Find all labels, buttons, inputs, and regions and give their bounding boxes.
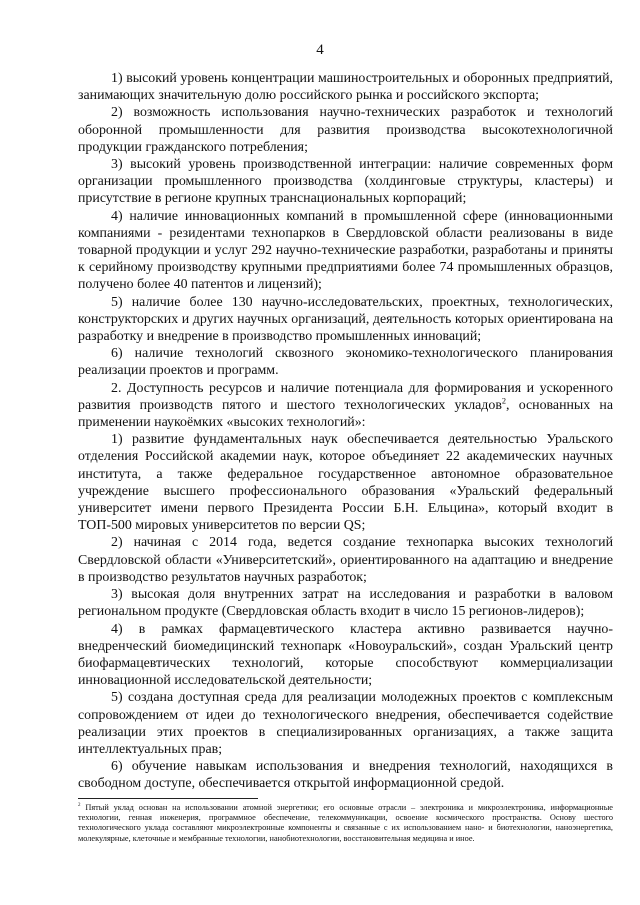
page-number: 4	[316, 42, 324, 58]
document-body	[78, 70, 613, 793]
footnote-text: Пятый уклад основан на использовании атомной энергетики; его основные отрасли – электроника и микроэлектроника, информационные технологии, генная инженерия, программное обеспечение, телекоммуникации, освоение космического пространства. Основу шестого технологического уклада составляют микроэлектронные компоненты и связанные с их использованием нано- и биотехнологии, наноэнергетика, молекулярные, клеточные и мембранные технологии, нанобиотехнологии, восстановительная медицина и иное.	[78, 803, 613, 843]
subparagraph: 4) в рамках фармацевтического кластера активно развивается научно-внедренческий биомедицинский технопарк «Новоуральский», создан Уральский центр биофармацевтических технологий, которые способствуют коммерциализации инновационной исследовательской деятельности;	[78, 621, 613, 689]
section-text-continued: , основанных на применении наукоёмких «высоких технологий»:	[78, 397, 613, 431]
footnote-marker: 2	[78, 803, 81, 809]
subparagraph: 3) высокая доля внутренних затрат на исследования и разработки в валовом региональном продукте (Свердловская область входит в число 15 регионов-лидеров);	[78, 587, 613, 620]
subparagraph: 1) развитие фундаментальных наук обеспечивается деятельностью Уральского отделения Российской академии наук, которое объединяет 22 академических научных института, а также федеральное государственное автономное образовательное учреждение высшего профессионального образования «Уральский федеральный университет имени первого Президента России Б.Н. Ельцина», который входит в ТОП-500 мировых университетов по версии QS;	[78, 432, 613, 534]
paragraph: 4) наличие инновационных компаний в промышленной сфере (инновационными компаниями - резидентами технопарков в Свердловской области реализованы в виде товарной продукции и услуг 292 научно-технические разработки, разработаны и приняты к серийному производству крупными предприятиями более 74 промышленных образцов, получено более 40 патентов и лицензий);	[78, 208, 613, 293]
footnote-reference[interactable]: 2	[501, 396, 507, 406]
subparagraph: 5) создана доступная среда для реализации молодежных проектов с комплексным сопровождением от идеи до технологического внедрения, обеспечивается содействие реализации этих проектов в специализированных организациях, а также защита интеллектуальных прав;	[78, 690, 613, 757]
paragraph: 2) возможность использования научно-технических разработок и технологий оборонной промышленности для развития производства высокотехнологичной продукции гражданского потребления;	[78, 105, 613, 155]
subparagraph: 6) обучение навыкам использования и внедрения технологий, находящихся в свободном доступе, обеспечивается открытой информационной средой.	[78, 759, 613, 792]
section-text: 2. Доступность ресурсов и наличие потенциала для формирования и ускоренного развития производств пятого и шестого технологических укладов	[78, 380, 613, 413]
paragraph: 6) наличие технологий сквозного экономико-технологического планирования реализации проектов и программ.	[78, 346, 613, 379]
paragraph: 1) высокий уровень концентрации машиностроительных и оборонных предприятий, занимающих значительную долю российского рынка и российского экспорта;	[78, 71, 613, 104]
footnote-divider	[78, 798, 258, 799]
subparagraph: 2) начиная с 2014 года, ведется создание технопарка высоких технологий Свердловской области «Университетский», ориентированного на адаптацию и внедрение в производство результатов научных разработок;	[78, 535, 613, 585]
paragraph: 3) высокий уровень производственной интеграции: наличие современных форм организации промышленного производства (холдинговые структуры, кластеры) и присутствие в регионе крупных транснациональных корпораций;	[78, 157, 613, 207]
footnote	[78, 803, 613, 844]
section-heading-paragraph	[78, 380, 613, 432]
paragraph: 5) наличие более 130 научно-исследовательских, проектных, технологических, конструкторских и других научных организаций, деятельность которых ориентирована на разработку и внедрение в производство промышленных инноваций;	[78, 294, 613, 345]
